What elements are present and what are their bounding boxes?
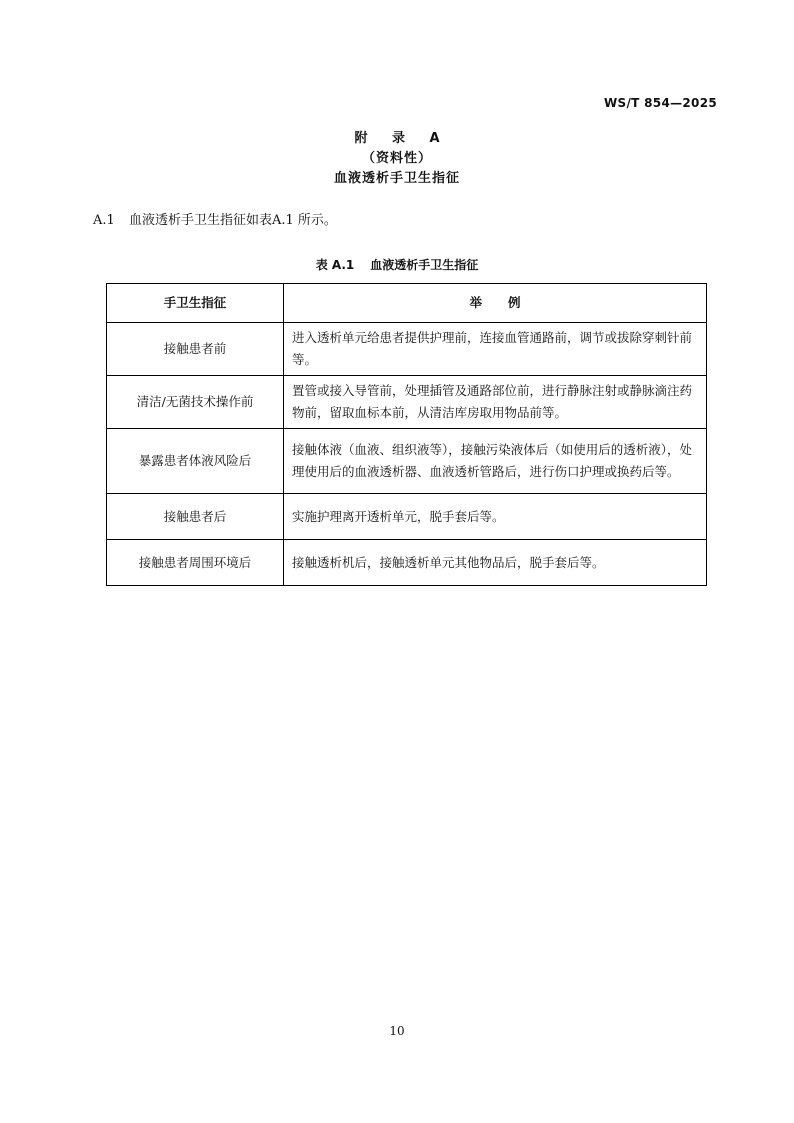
table-row bbox=[107, 376, 707, 429]
table-row bbox=[107, 323, 707, 376]
indication-cell: 接触患者周围环境后 bbox=[107, 540, 284, 586]
example-cell: 接触体液（血液、组织液等），接触污染液体后（如使用后的透析液），处理使用后的血液透析器、血液透析管路后，进行伤口护理或换药后等。 bbox=[284, 429, 707, 494]
example-cell: 置管或接入导管前，处理插管及通路部位前，进行静脉注射或静脉滴注药物前，留取血标本前，从清洁库房取用物品前等。 bbox=[284, 376, 707, 429]
column-header-example: 举例 bbox=[284, 284, 707, 323]
table-row bbox=[107, 540, 707, 586]
indication-cell: 清洁/无菌技术操作前 bbox=[107, 376, 284, 429]
example-cell: 实施护理离开透析单元，脱手套后等。 bbox=[284, 494, 707, 540]
example-cell: 进入透析单元给患者提供护理前，连接血管通路前，调节或拔除穿刺针前等。 bbox=[284, 323, 707, 376]
table-header-row bbox=[107, 284, 707, 323]
table-caption bbox=[0, 256, 794, 273]
hand-hygiene-table bbox=[106, 283, 707, 586]
clause-number: A.1 bbox=[93, 213, 115, 228]
indication-cell: 暴露患者体液风险后 bbox=[107, 429, 284, 494]
appendix-label: 附 录 A bbox=[354, 131, 450, 146]
column-header-indication: 手卫生指征 bbox=[107, 284, 284, 323]
appendix-title: 血液透析手卫生指征 bbox=[333, 171, 460, 186]
indication-cell: 接触患者前 bbox=[107, 323, 284, 376]
clause-a1 bbox=[93, 212, 337, 230]
standard-code: WS/T 854—2025 bbox=[604, 96, 717, 110]
appendix-nature: （资料性） bbox=[361, 151, 432, 166]
table-row bbox=[107, 429, 707, 494]
clause-text: 血液透析手卫生指征如表A.1 所示。 bbox=[129, 213, 337, 228]
table-row bbox=[107, 494, 707, 540]
table-caption-title: 血液透析手卫生指征 bbox=[370, 258, 479, 272]
table-caption-number: 表 A.1 bbox=[315, 258, 355, 272]
example-cell: 接触透析机后，接触透析单元其他物品后，脱手套后等。 bbox=[284, 540, 707, 586]
indication-cell: 接触患者后 bbox=[107, 494, 284, 540]
page-number: 10 bbox=[389, 1024, 405, 1038]
